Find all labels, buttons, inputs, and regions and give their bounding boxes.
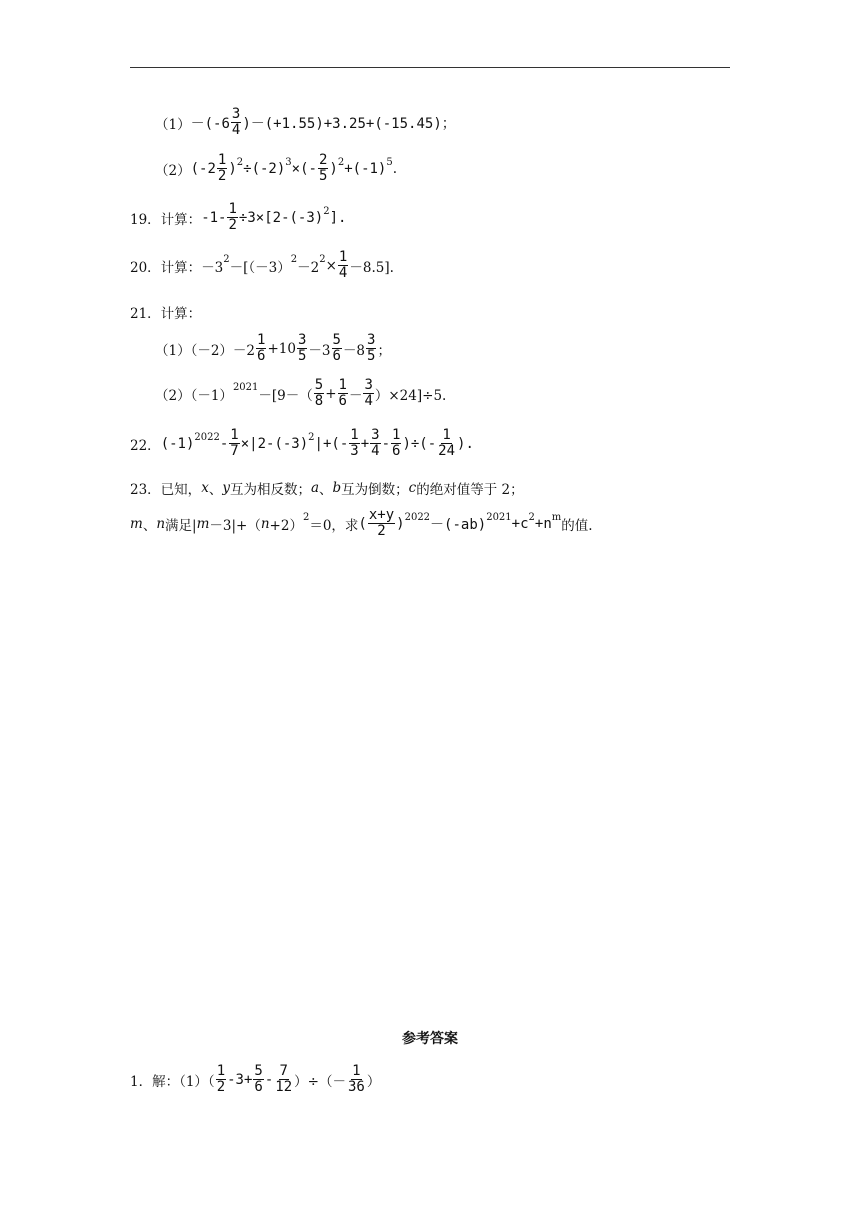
variable: a bbox=[310, 480, 320, 496]
fraction bbox=[338, 378, 348, 409]
exponent: 2 bbox=[290, 254, 298, 265]
numerator: 1 bbox=[217, 152, 227, 168]
numerator: 1 bbox=[216, 1063, 226, 1079]
q23-line2 bbox=[130, 508, 593, 539]
variable: x bbox=[201, 480, 209, 496]
numerator: 5 bbox=[254, 1063, 263, 1079]
exponent: 2021 bbox=[232, 382, 259, 393]
variable: m bbox=[196, 515, 210, 532]
part-label: （1）（－2）－2 bbox=[155, 342, 256, 359]
numerator: x+y bbox=[368, 507, 395, 523]
q19 bbox=[130, 202, 346, 233]
expr-text: －[（－3） bbox=[229, 259, 291, 276]
variable: m bbox=[130, 515, 143, 532]
fraction bbox=[216, 1064, 226, 1095]
fraction bbox=[256, 333, 266, 364]
answer-label: 1．解：（1）（ bbox=[130, 1073, 215, 1090]
question-number: 21．计算： bbox=[130, 306, 202, 322]
expr-text: －[9－（ bbox=[258, 387, 313, 404]
expr-text: - bbox=[219, 435, 229, 452]
expr-text: (-1) bbox=[160, 435, 195, 452]
denominator: 7 bbox=[230, 443, 239, 459]
denominator: 6 bbox=[338, 393, 347, 409]
denominator: 4 bbox=[364, 393, 373, 409]
expr-text: ×|2-(-3) bbox=[240, 435, 309, 452]
expr-text: ) bbox=[396, 515, 405, 532]
expr-text: －(-6 bbox=[190, 115, 230, 132]
denominator: 4 bbox=[338, 265, 348, 281]
header-rule bbox=[130, 67, 730, 68]
denominator: 36 bbox=[347, 1079, 365, 1095]
expr-text: - bbox=[381, 435, 391, 452]
text: 的值. bbox=[561, 517, 593, 534]
expr-text: －(-ab) bbox=[430, 516, 487, 533]
denominator: 2 bbox=[216, 1079, 226, 1095]
denominator: 5 bbox=[367, 348, 376, 364]
exponent: 2 bbox=[308, 432, 315, 443]
q23-line1 bbox=[130, 478, 524, 498]
expr-text: ； bbox=[377, 342, 391, 359]
fraction bbox=[217, 153, 227, 184]
expr-text: －3 bbox=[201, 259, 224, 276]
exponent: 2 bbox=[302, 512, 310, 523]
numerator: 3 bbox=[364, 377, 373, 393]
denominator: 2 bbox=[377, 523, 386, 539]
exponent: 2 bbox=[223, 254, 230, 265]
text: 满足| bbox=[165, 517, 197, 534]
fraction bbox=[253, 1064, 263, 1095]
denominator: 4 bbox=[231, 122, 241, 138]
denominator: 24 bbox=[438, 443, 456, 459]
expr-text: |+(- bbox=[314, 435, 349, 452]
q20 bbox=[130, 250, 394, 281]
expr-text: ÷3×[2-(-3) bbox=[238, 209, 324, 226]
expr-text: . bbox=[392, 160, 398, 177]
numerator: 2 bbox=[318, 152, 328, 168]
variable: c bbox=[408, 480, 417, 496]
fraction bbox=[437, 428, 456, 459]
expr-text: ×(- bbox=[291, 160, 317, 177]
fraction bbox=[347, 1064, 366, 1095]
question-number: 22． bbox=[130, 437, 161, 454]
text: －3|+（ bbox=[209, 517, 261, 534]
expr-text: －8 bbox=[342, 342, 366, 359]
q22 bbox=[130, 428, 474, 459]
variable: n bbox=[260, 515, 270, 532]
expr-text: ÷(-2) bbox=[243, 160, 286, 177]
text: 的绝对值等于 2； bbox=[416, 482, 524, 498]
expr-text: ）×24]÷5. bbox=[374, 387, 447, 404]
variable: n bbox=[156, 515, 166, 532]
variable: b bbox=[332, 480, 342, 496]
fraction bbox=[229, 428, 239, 459]
q21-part1 bbox=[155, 333, 391, 364]
denominator: 5 bbox=[297, 348, 307, 364]
denominator: 12 bbox=[275, 1079, 293, 1095]
fraction bbox=[274, 1064, 293, 1095]
denominator: 4 bbox=[371, 443, 380, 459]
expr-text: (-2 bbox=[190, 160, 216, 177]
answer-1 bbox=[130, 1064, 380, 1095]
part-label: （1） bbox=[155, 116, 191, 133]
numerator: 3 bbox=[297, 332, 307, 348]
text: 互为倒数； bbox=[341, 482, 409, 498]
text: 、 bbox=[142, 517, 157, 534]
text: ＝0，求 bbox=[309, 517, 359, 534]
denominator: 2 bbox=[228, 217, 237, 233]
expr-text: × bbox=[325, 257, 337, 274]
exponent: 2022 bbox=[194, 432, 220, 443]
expr-text: )÷(- bbox=[402, 435, 437, 452]
question-number: 23．已知， bbox=[130, 482, 202, 498]
expr-text: - bbox=[264, 1071, 274, 1088]
expr-text: ). bbox=[457, 435, 474, 452]
expr-text: － bbox=[348, 387, 363, 404]
numerator: 1 bbox=[228, 201, 237, 217]
numerator: 1 bbox=[392, 427, 401, 443]
q21-part2 bbox=[155, 378, 446, 409]
numerator: 5 bbox=[314, 377, 324, 393]
expr-text: ) bbox=[228, 160, 237, 177]
expr-text: + bbox=[325, 385, 337, 402]
numerator: 1 bbox=[230, 427, 239, 443]
fraction bbox=[370, 428, 380, 459]
fraction bbox=[368, 508, 395, 539]
numerator: 7 bbox=[279, 1063, 288, 1079]
exponent: 2022 bbox=[404, 512, 431, 523]
exponent: 2 bbox=[528, 512, 535, 523]
fraction bbox=[231, 107, 241, 138]
exponent: 3 bbox=[285, 157, 292, 168]
fraction bbox=[227, 202, 237, 233]
question-number: 20．计算： bbox=[130, 259, 202, 276]
expr-text: ]. bbox=[329, 209, 347, 226]
expr-text: +c bbox=[511, 515, 529, 532]
fraction bbox=[338, 250, 348, 281]
numerator: 1 bbox=[257, 332, 266, 348]
numerator: 1 bbox=[338, 377, 347, 393]
denominator: 6 bbox=[254, 1079, 263, 1095]
exponent: m bbox=[551, 512, 562, 523]
exponent: 2 bbox=[319, 254, 326, 265]
fraction bbox=[297, 333, 307, 364]
expr-text: －3 bbox=[308, 342, 331, 359]
text: 、 bbox=[319, 482, 333, 498]
expr-text: ） bbox=[366, 1073, 381, 1090]
expr-text: ) bbox=[329, 160, 338, 177]
exponent: 5 bbox=[386, 157, 393, 168]
text: 互为相反数； bbox=[229, 482, 311, 498]
fraction bbox=[349, 428, 359, 459]
numerator: 1 bbox=[350, 427, 359, 443]
numerator: 3 bbox=[367, 332, 376, 348]
q21-header bbox=[130, 302, 201, 322]
numerator: 3 bbox=[371, 427, 380, 443]
expr-text: －8.5]. bbox=[349, 259, 394, 276]
expr-text: +(-1) bbox=[344, 160, 387, 177]
numerator: 1 bbox=[352, 1063, 361, 1079]
variable: y bbox=[222, 480, 230, 496]
fraction bbox=[366, 333, 376, 364]
denominator: 6 bbox=[257, 348, 266, 364]
fraction bbox=[332, 333, 342, 364]
expr-text: -1- bbox=[201, 209, 227, 226]
denominator: 8 bbox=[314, 393, 324, 409]
expr-text: )－(+1.55)+3.25+(-15.45)； bbox=[242, 115, 456, 132]
expr-text: +n bbox=[534, 515, 552, 532]
denominator: 3 bbox=[350, 443, 359, 459]
denominator: 5 bbox=[318, 168, 328, 184]
question-number: 19．计算： bbox=[130, 211, 202, 228]
numerator: 1 bbox=[442, 427, 451, 443]
q18-part2 bbox=[155, 153, 397, 184]
denominator: 2 bbox=[217, 168, 227, 184]
expr-text: -3+ bbox=[227, 1071, 253, 1088]
denominator: 6 bbox=[332, 348, 341, 364]
expr-text: + bbox=[360, 435, 370, 452]
expr-text: +10 bbox=[267, 340, 296, 357]
fraction bbox=[391, 428, 401, 459]
fraction bbox=[363, 378, 373, 409]
fraction bbox=[314, 378, 324, 409]
q18-part1 bbox=[155, 107, 456, 138]
expr-text: ）÷（－ bbox=[294, 1073, 346, 1090]
text: 、 bbox=[208, 482, 223, 498]
exponent: 2 bbox=[236, 157, 244, 168]
exponent: 2 bbox=[337, 157, 345, 168]
answers-heading: 参考答案 bbox=[402, 1031, 458, 1047]
fraction bbox=[318, 153, 328, 184]
denominator: 6 bbox=[392, 443, 401, 459]
part-label: （2） bbox=[155, 162, 191, 179]
exponent: 2 bbox=[323, 206, 330, 217]
exponent: 2021 bbox=[486, 512, 512, 523]
numerator: 5 bbox=[332, 332, 341, 348]
numerator: 1 bbox=[338, 249, 348, 265]
expr-text: ( bbox=[358, 515, 367, 532]
expr-text: －2 bbox=[297, 259, 320, 276]
text: +2） bbox=[269, 517, 303, 534]
numerator: 3 bbox=[231, 106, 241, 122]
part-label: （2）（－1） bbox=[155, 387, 233, 404]
